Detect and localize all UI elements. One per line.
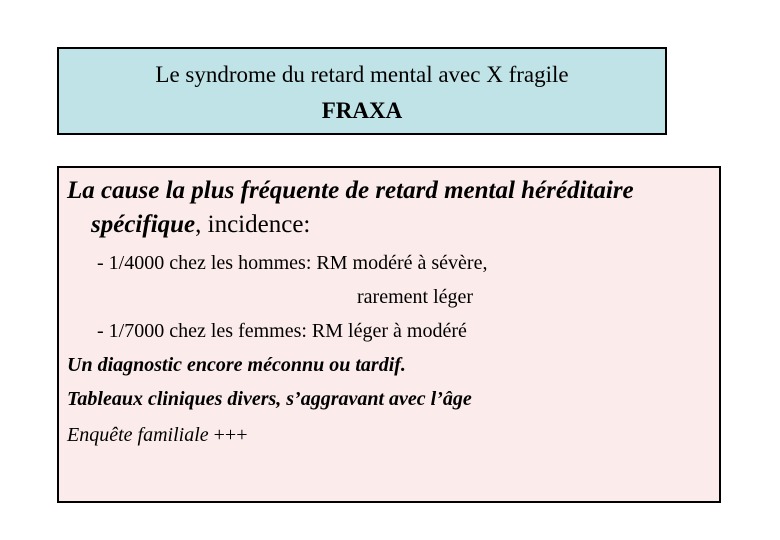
title-heading: Le syndrome du retard mental avec X fragile: [155, 62, 569, 87]
title-box: [57, 47, 667, 135]
incidence-women: - 1/7000 chez les femmes: RM léger à modéré: [97, 320, 467, 342]
incidence-label: , incidence:: [195, 211, 311, 238]
family-survey-marks: +++: [208, 424, 248, 446]
content-box: [57, 166, 721, 503]
title-acronym: FRAXA: [321, 98, 403, 123]
cause-statement: La cause la plus fréquente de retard mental héréditaire: [67, 177, 634, 204]
family-survey-label: Enquête familiale: [67, 424, 209, 446]
incidence-men-continued: rarement léger: [357, 286, 474, 308]
incidence-men: - 1/4000 chez les hommes: RM modéré à sévère,: [97, 252, 488, 274]
family-survey-statement: [67, 422, 247, 448]
cause-statement-continued: [91, 210, 310, 240]
clinical-tables-statement: Tableaux cliniques divers, s’aggravant avec l’âge: [67, 388, 472, 410]
diagnosis-statement: Un diagnostic encore méconnu ou tardif.: [67, 354, 406, 376]
specific-emphasis: spécifique: [91, 211, 196, 238]
